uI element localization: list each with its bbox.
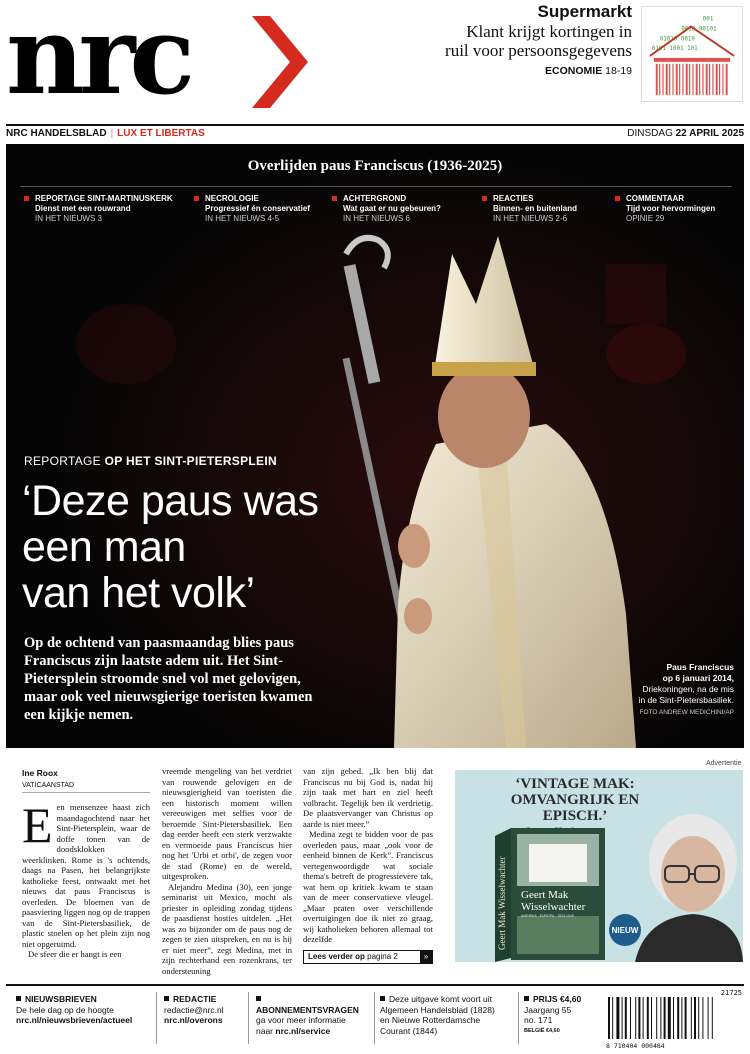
readmore-page: pagina 2 bbox=[367, 952, 398, 961]
bits-line: 0010 00101 bbox=[681, 26, 717, 33]
topic-item[interactable] bbox=[194, 194, 324, 224]
illustration-bar bbox=[666, 64, 668, 95]
barcode-bar bbox=[647, 997, 649, 1039]
article-paragraph: Alejandro Medina (30), een jonge seminarist uit Mexico, mocht als priester in opleiding zondag tijdens de paasdienst hosties uitdelen. „Het was zo bijzonder om de paus nog de zegen te zien uitspreken, en nu is hij er niet meer”, zegt Medina, met in zijn rechterhand een rozenkrans, ter ondersteuning bbox=[162, 881, 292, 976]
barcode-bar bbox=[616, 997, 619, 1039]
barcode-bar bbox=[638, 997, 640, 1039]
topic-subtitle: Dienst met een rouwrand bbox=[35, 204, 131, 213]
illustration-bar bbox=[669, 64, 670, 95]
illustration-bar bbox=[706, 64, 708, 95]
author-byline: Ine Roox bbox=[22, 768, 58, 778]
article-location: VATICAANSTAD bbox=[22, 782, 150, 793]
illustration-bar bbox=[719, 64, 720, 95]
barcode-bar bbox=[635, 997, 636, 1039]
photo-caption bbox=[574, 662, 734, 718]
barcode-bar bbox=[622, 997, 623, 1039]
banner-divider bbox=[20, 186, 732, 187]
kicker-location: OP HET SINT-PIETERSPLEIN bbox=[104, 454, 277, 468]
topic-item[interactable] bbox=[482, 194, 602, 224]
topic-label: COMMENTAAR bbox=[626, 194, 685, 203]
topic-subtitle: Wat gaat er nu gebeuren? bbox=[343, 204, 441, 213]
topic-ref-pages: 29 bbox=[655, 214, 665, 223]
article-paragraph: en mensenzee haast zich maandagochtend naar het Sint-Pietersplein, waar de doffe tonen van de doodsklokken weerklinken. Rome is 's ochtends, daags na Pasen, het belangrijkste katholieke feest, ontwaakt met het nieuws dat paus Franciscus is overleden. De bloemen van de paasviering liggen nog op de trappen van de Sint-Pietersbasiliek, de plastic stoelen op het plein zijn nog niet opgeruimd. bbox=[22, 802, 150, 949]
illustration-bar bbox=[722, 64, 723, 95]
ad-quote-line: ‘VINTAGE MAK: bbox=[515, 776, 635, 792]
newsletters-text: De hele dag op de hoogte bbox=[16, 1004, 114, 1015]
illustration-bar bbox=[702, 64, 703, 95]
bullet-square-icon bbox=[615, 196, 620, 201]
subscriptions-pre: naar bbox=[256, 1025, 274, 1036]
story-lede: Op de ochtend van paasmaandag blies paus Franciscus zijn laatste adem uit. Het Sint-Pietersplein stroomde snel vol met gelovigen, maar ook veel nieuwsgierige toeristen kwamen een kijkje nemen. bbox=[24, 635, 313, 723]
heritage-line: Courant (1844) bbox=[380, 1025, 438, 1036]
bits-line: 0101 1001 101 bbox=[651, 46, 698, 53]
article-paragraph: vreemde mengeling van het verdriet van rouwende gelovigen en de nieuwsgierigheid van toeristen die een historisch moment willen vereeuwigen met selfies voor de beroemde Sint-Pietersbasiliek. Een dag eerder heeft een sterk verzwakte en vermoeide paus Franciscus hier nog het 'Urbi et orbi', de zegen voor de stad (Rome) en de wereld, uitgesproken. bbox=[162, 766, 292, 881]
topic-subtitle: Tijd voor hervormingen bbox=[626, 204, 716, 213]
issue-number: no. 171 bbox=[524, 1015, 553, 1025]
kicker-genre: REPORTAGE bbox=[24, 454, 101, 468]
topic-ref-pages: 3 bbox=[97, 214, 102, 223]
advertisement-label: Advertentie bbox=[706, 760, 742, 767]
book-title: Wisselwachter bbox=[521, 901, 586, 913]
barcode-house-illustration bbox=[641, 6, 743, 102]
barcode-bar bbox=[608, 997, 610, 1039]
illustration-bar bbox=[712, 64, 713, 95]
bullet-square-icon bbox=[24, 196, 29, 201]
footer-divider bbox=[248, 992, 249, 1044]
illustration-bar bbox=[659, 64, 660, 95]
illustration-bar bbox=[686, 64, 688, 95]
illustration-bar bbox=[689, 64, 690, 95]
topic-subtitle: Binnen- en buitenland bbox=[493, 204, 577, 213]
price-block bbox=[524, 994, 600, 1036]
photo-credit: FOTO ANDREW MEDICHINI/AP bbox=[639, 709, 734, 716]
barcode-bar bbox=[708, 997, 709, 1039]
illustration-bar bbox=[656, 64, 658, 95]
main-headline[interactable] bbox=[22, 478, 402, 616]
barcode-bar bbox=[656, 997, 657, 1039]
barcode-bar bbox=[691, 997, 692, 1039]
masthead bbox=[0, 0, 750, 124]
double-arrow-icon: » bbox=[420, 951, 432, 963]
topic-reference bbox=[482, 214, 602, 224]
subscriptions-text: ga voor meer informatie bbox=[256, 1015, 346, 1025]
topic-item[interactable] bbox=[24, 194, 184, 224]
issue-weekday: DINSDAG bbox=[627, 128, 673, 139]
illustration-bar bbox=[699, 64, 700, 95]
bullet-square-icon bbox=[16, 996, 21, 1001]
illustration-bar bbox=[682, 64, 683, 95]
readmore-label: Lees verder op bbox=[308, 952, 365, 961]
headline-line: van het volk’ bbox=[22, 569, 255, 617]
editorial-link[interactable]: nrc.nl/overons bbox=[164, 1015, 223, 1025]
price-label: PRIJS bbox=[533, 994, 558, 1004]
topic-ref-label: IN HET NIEUWS bbox=[493, 214, 554, 223]
new-badge: NIEUW bbox=[611, 926, 639, 935]
barcode-bar bbox=[625, 997, 627, 1039]
hero-section bbox=[6, 144, 744, 748]
ad-quote-line: OMVANGRIJK EN EPISCH.’ bbox=[510, 792, 640, 824]
bullet-square-icon bbox=[524, 996, 529, 1001]
topic-reference bbox=[332, 214, 472, 224]
bullet-square-icon bbox=[332, 196, 337, 201]
barcode-bar bbox=[664, 997, 666, 1039]
barcode-bar bbox=[702, 997, 703, 1039]
caption-bold: op 6 januari 2014, bbox=[662, 673, 734, 683]
book-advertisement[interactable] bbox=[455, 770, 743, 962]
barcode-bar bbox=[698, 997, 699, 1039]
illustration-bar bbox=[726, 64, 728, 95]
topic-label: NECROLOGIE bbox=[205, 194, 259, 203]
story-kicker bbox=[24, 454, 277, 468]
topic-list bbox=[24, 194, 736, 228]
logo-chevron-icon bbox=[252, 16, 308, 108]
topic-ref-pages: 6 bbox=[405, 214, 410, 223]
topic-ref-pages: 4-5 bbox=[267, 214, 280, 223]
barcode-bar bbox=[651, 997, 652, 1039]
illustration-bar bbox=[672, 64, 673, 95]
bits-line: 01010 0010 bbox=[659, 36, 695, 43]
subscriptions-link[interactable]: nrc.nl/service bbox=[275, 1025, 331, 1036]
illustration-bar bbox=[716, 64, 718, 95]
editorial-block bbox=[164, 994, 248, 1026]
topic-label: REACTIES bbox=[493, 194, 534, 203]
footer-divider bbox=[518, 992, 519, 1044]
newsletters-title: NIEUWSBRIEVEN bbox=[25, 994, 97, 1004]
drop-cap: E bbox=[22, 797, 53, 853]
bullet-square-icon bbox=[482, 196, 487, 201]
heritage-block bbox=[380, 994, 510, 1036]
nrc-logo[interactable]: nrc bbox=[6, 0, 190, 119]
heritage-line: en Nieuwe Rotterdamsche bbox=[380, 1015, 481, 1025]
barcode-addon: 21725 bbox=[720, 989, 742, 997]
issue-date bbox=[627, 126, 744, 141]
heritage-line: Algemeen Handelsblad (1828) bbox=[380, 1004, 495, 1015]
illustration-bar bbox=[662, 64, 663, 95]
topic-reference bbox=[24, 214, 184, 224]
heritage-line: Deze uitgave komt voort uit bbox=[389, 994, 492, 1004]
topic-label: ACHTERGROND bbox=[343, 194, 407, 203]
barcode-bar bbox=[712, 997, 713, 1039]
topic-subtitle: Progressief én conservatief bbox=[205, 204, 310, 213]
barcode-bar bbox=[694, 997, 696, 1039]
bullet-square-icon bbox=[256, 996, 261, 1001]
headline-line: een man bbox=[22, 523, 186, 571]
dateline bbox=[6, 124, 744, 142]
article-paragraph: Medina zegt te bidden voor de pas overleden paus, maar „ook voor de eenheid binnen de Kerk”. Franciscus vertegenwoordigde wat sociale thema's betreft de progressievere tak, wat hem op kritiek kwam te staan van de meer conservatieve vleugel. „Maar praten over verschillende overtuigingen doe ik niet zo graag, wij katholieken behoren allemaal tot dezelfde bbox=[303, 829, 433, 944]
bullet-square-icon bbox=[164, 996, 169, 1001]
newsletters-block bbox=[16, 994, 156, 1026]
teaser-section: ECONOMIE bbox=[545, 65, 603, 77]
book-spine-text: Geert Mak Wisselwachter bbox=[497, 856, 507, 950]
topic-ref-label: IN HET NIEUWS bbox=[35, 214, 96, 223]
caption-text: in de Sint-Pietersbasiliek. bbox=[638, 695, 734, 705]
illustration-bar bbox=[679, 64, 680, 95]
illustration-bar bbox=[692, 64, 693, 95]
topic-reference bbox=[194, 214, 324, 224]
topic-ref-pages: 2-6 bbox=[555, 214, 568, 223]
topic-item[interactable] bbox=[332, 194, 472, 224]
barcode-bar bbox=[643, 997, 644, 1039]
book-ad-artwork bbox=[455, 770, 743, 962]
barcode-digits: 8 710404 000484 bbox=[606, 1042, 665, 1050]
topic-ref-label: OPINIE bbox=[626, 214, 654, 223]
topic-ref-label: IN HET NIEUWS bbox=[343, 214, 404, 223]
article-column-3 bbox=[303, 766, 433, 945]
article-column-2 bbox=[162, 766, 292, 976]
continue-reading-link[interactable] bbox=[303, 950, 433, 964]
dateline-separator: | bbox=[110, 128, 114, 139]
barcode-bar bbox=[681, 997, 682, 1039]
book-author: Geert Mak bbox=[521, 889, 569, 901]
teaser-kicker: Supermarkt bbox=[537, 2, 632, 21]
article-column-1 bbox=[22, 797, 150, 960]
issue-day: 22 APRIL 2025 bbox=[675, 128, 744, 139]
barcode-bar bbox=[668, 997, 671, 1039]
topic-reference bbox=[615, 214, 735, 224]
illustration-bar bbox=[696, 64, 698, 95]
barcode-bar bbox=[673, 997, 674, 1039]
caption-bold: Paus Franciscus bbox=[666, 662, 734, 672]
barcode-bar bbox=[612, 997, 613, 1039]
subscriptions-title: ABONNEMENTSVRAGEN bbox=[256, 1004, 359, 1015]
bits-line: 001 bbox=[702, 16, 714, 23]
barcode-bar bbox=[677, 997, 679, 1039]
illustration-bar bbox=[676, 64, 678, 95]
volume-number: Jaargang 55 bbox=[524, 1004, 572, 1015]
price-value: €4,60 bbox=[559, 994, 582, 1004]
barcode-bar bbox=[685, 997, 687, 1039]
article-paragraph: De sfeer die er hangt is een bbox=[28, 949, 122, 959]
belgium-price: BELGIË €4,60 bbox=[524, 1027, 560, 1034]
topic-item[interactable] bbox=[615, 194, 735, 224]
barcode bbox=[604, 988, 744, 1050]
editorial-email[interactable]: redactie@nrc.nl bbox=[164, 1004, 224, 1015]
teaser[interactable] bbox=[440, 2, 632, 77]
paper-name: NRC HANDELSBLAD bbox=[6, 128, 107, 139]
banner-title: Overlijden paus Franciscus (1936-2025) bbox=[247, 158, 503, 174]
editorial-title: REDACTIE bbox=[173, 994, 217, 1004]
footer-divider bbox=[156, 992, 157, 1044]
illustration-bar bbox=[709, 64, 710, 95]
paper-motto: LUX ET LIBERTAS bbox=[117, 128, 205, 139]
barcode-bar bbox=[660, 997, 661, 1039]
lead-article bbox=[6, 756, 436, 982]
book-subtitle: AMERIKA - EUROPA - 1923-1945 bbox=[521, 914, 574, 918]
caption-text: Driekoningen, na de mis bbox=[642, 684, 734, 694]
bullet-square-icon bbox=[380, 996, 385, 1001]
teaser-headline: Klant krijgt kortingen in ruil voor persoonsgegevens bbox=[445, 22, 632, 60]
headline-line: ‘Deze paus was bbox=[22, 477, 319, 525]
newsletters-link[interactable]: nrc.nl/nieuwsbrieven/actueel bbox=[16, 1015, 133, 1025]
bullet-square-icon bbox=[194, 196, 199, 201]
barcode-bar bbox=[630, 997, 631, 1039]
subscriptions-block bbox=[256, 994, 366, 1036]
topic-ref-label: IN HET NIEUWS bbox=[205, 214, 266, 223]
teaser-pages: 18-19 bbox=[605, 65, 632, 77]
teaser-reference bbox=[440, 65, 632, 77]
topic-label: REPORTAGE SINT-MARTINUSKERK bbox=[35, 194, 173, 203]
article-paragraph: van zijn gebed. „Ik ben blij dat Franciscus nu bij God is, nadat hij zijn taak met hart en ziel heeft volbracht. Tegelijk ben ik verdrietig. De plaatsvervanger van Christus op aarde is niet meer.” bbox=[303, 766, 433, 829]
footer-divider bbox=[374, 992, 375, 1044]
